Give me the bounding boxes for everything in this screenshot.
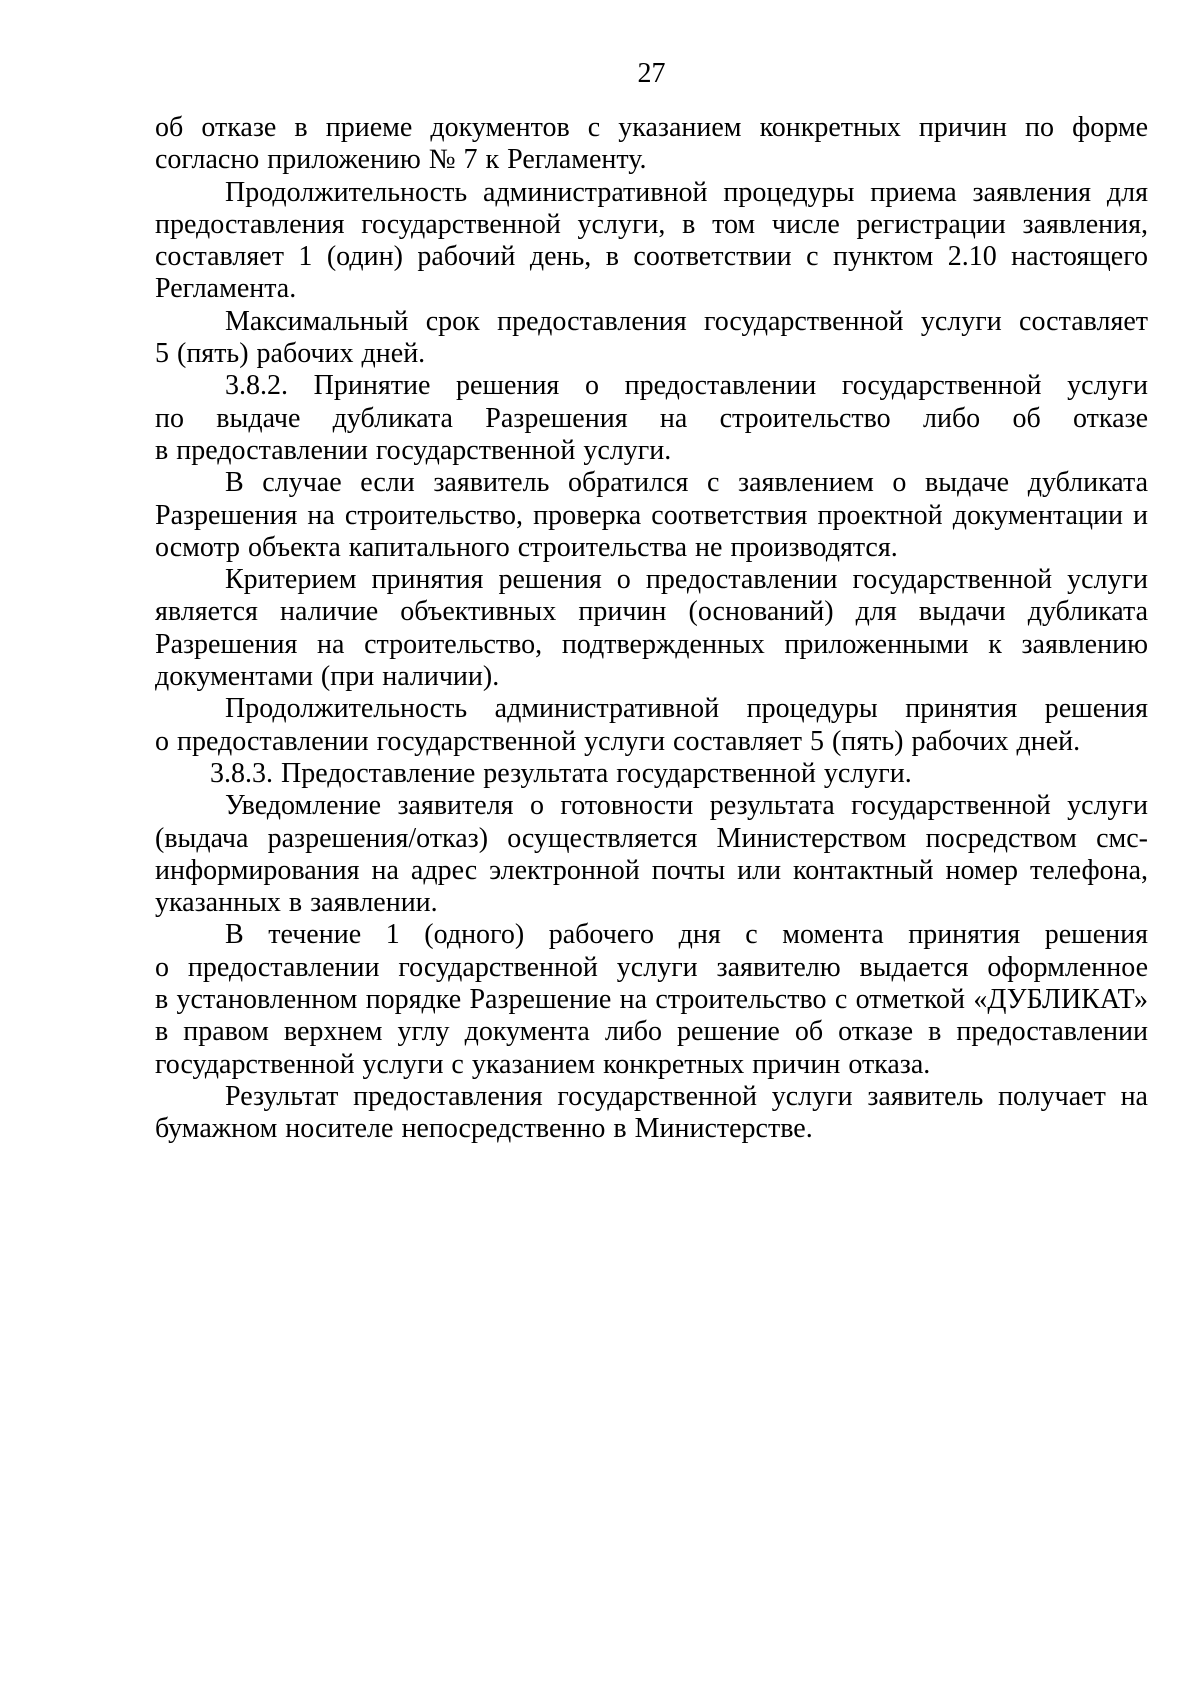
paragraph: Максимальный срок предоставления государственной услуги составляет 5 (пять) рабочих дней. xyxy=(155,305,1148,370)
paragraph: Результат предоставления государственной услуги заявитель получает на бумажном носителе непосредственно в Министерстве. xyxy=(155,1080,1148,1145)
paragraph: Уведомление заявителя о готовности результата государственной услуги (выдача разрешения/отказ) осуществляется Министерством посредством смс-информирования на адрес электронной почты или контактный номер телефона, указанных в заявлении. xyxy=(155,790,1148,919)
paragraph: об отказе в приеме документов с указанием конкретных причин по форме согласно приложению № 7 к Регламенту. xyxy=(155,112,1148,176)
paragraph-section-3-8-3: 3.8.3. Предоставление результата государственной услуги. xyxy=(210,757,912,789)
document-body xyxy=(155,112,1148,1146)
page-number: 27 xyxy=(637,58,666,89)
paragraph: Продолжительность административной процедуры приема заявления для предоставления государственной услуги, в том числе регистрации заявления, составляет 1 (один) рабочий день, в соответствии с пунктом 2.10 настоящего Регламента. xyxy=(155,176,1148,305)
paragraph-section-3-8-2: 3.8.2. Принятие решения о предоставлении государственной услуги по выдаче дубликата Разрешения на строительство либо об отказе в предоставлении государственной услуги. xyxy=(155,370,1148,466)
paragraph: Продолжительность административной процедуры принятия решения о предоставлении государственной услуги составляет 5 (пять) рабочих дней. xyxy=(155,693,1148,757)
paragraph: В случае если заявитель обратился с заявлением о выдаче дубликата Разрешения на строительство, проверка соответствия проектной документации и осмотр объекта капитального строительства не производятся. xyxy=(155,467,1148,563)
paragraph: Критерием принятия решения о предоставлении государственной услуги является наличие объективных причин (оснований) для выдачи дубликата Разрешения на строительство, подтвержденных приложенными к заявлению документами (при наличии). xyxy=(155,564,1148,693)
paragraph: В течение 1 (одного) рабочего дня с момента принятия решения о предоставлении государственной услуги заявителю выдается оформленное в установленном порядке Разрешение на строительство с отметкой «ДУБЛИКАТ» в правом верхнем углу документа либо решение об отказе в предоставлении государственной услуги с указанием конкретных причин отказа. xyxy=(155,919,1148,1080)
